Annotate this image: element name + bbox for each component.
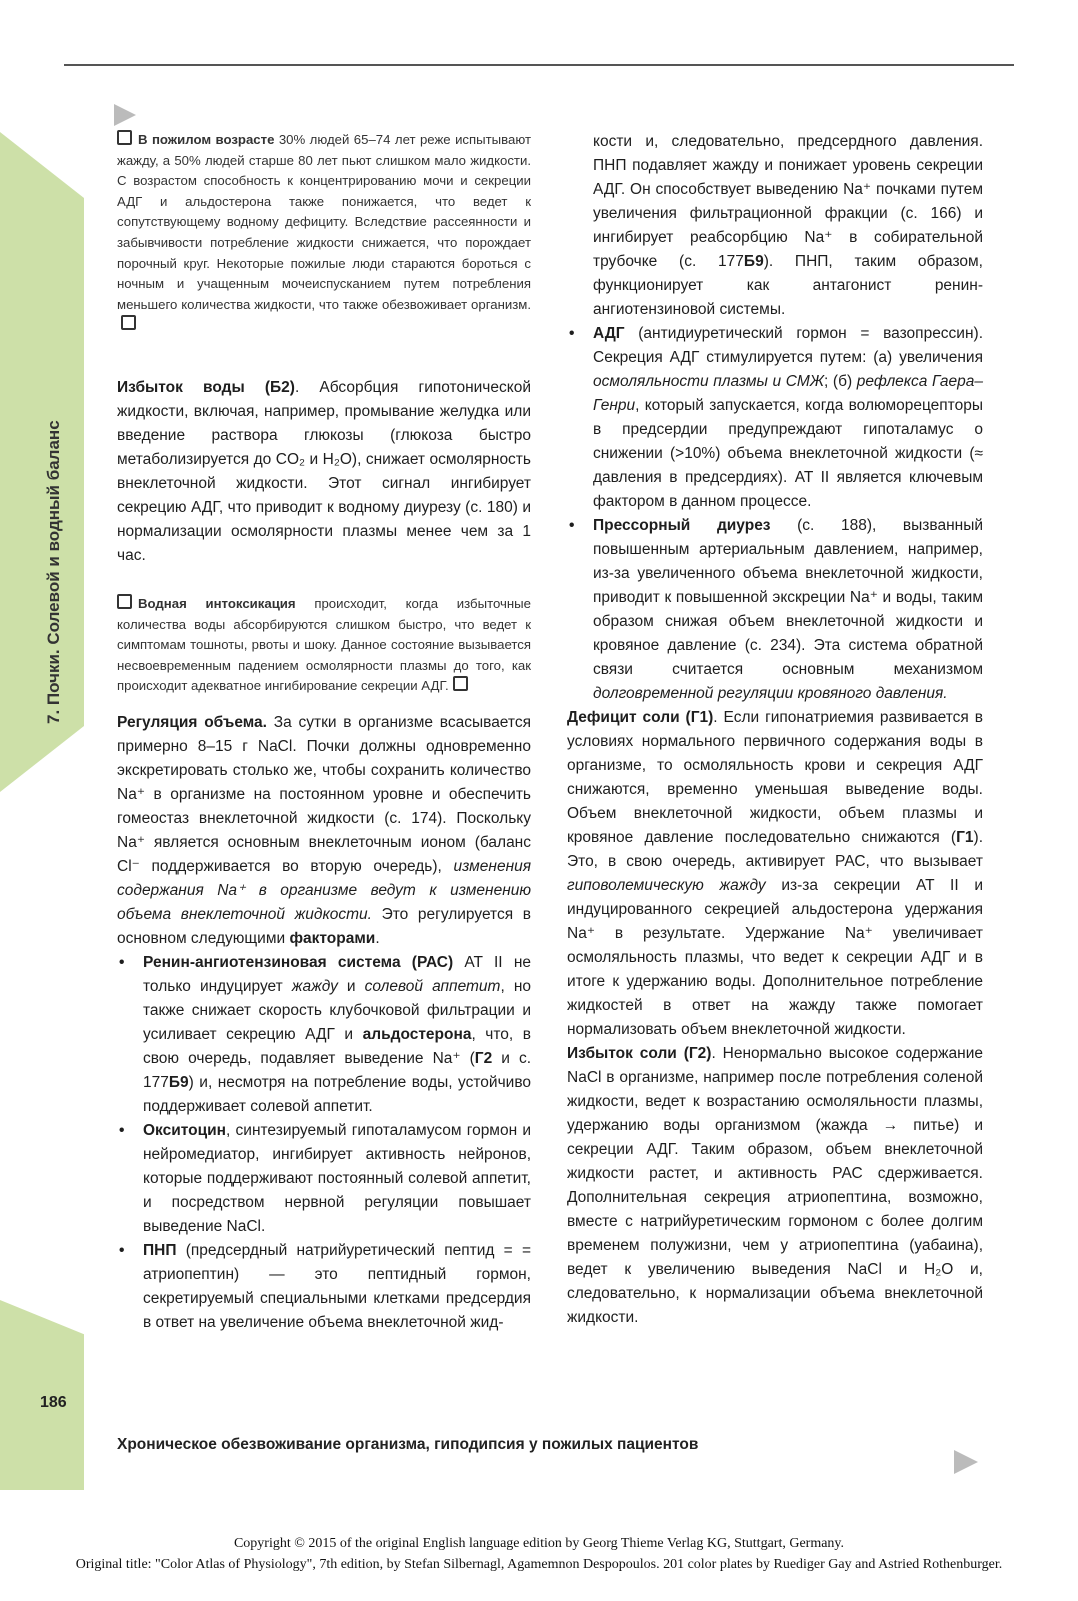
salt-deficit-text: . Если гипонатриемия развивается в условиях нормального первичного содержания воды в организме, то осмоляльность крови и секреция АДГ снижаются, временно уменьшая выведение воды. Объем внеклеточной жидкости, объем плазмы и кровяное давление последовательно снижаются ( <box>567 709 983 846</box>
salt-deficit-paragraph <box>567 706 983 1042</box>
salt-excess-lead: Избыток соли <box>567 1045 677 1062</box>
water-excess-ref: (Б2) <box>244 378 295 396</box>
salt-deficit-text: из-за секреции AT II и индуцированного секрецией альдостерона удержания Na⁺ в результате. Удержание Na⁺ увеличивает осмоляльность плазмы, что ведет к секреции АДГ и в итоге к удержанию воды. Дополнительное потребление жидкостей в ответ на жажду также помогает нормализовать объем внеклеточной жидкости. <box>567 877 984 1038</box>
right-column <box>567 130 983 1330</box>
pnp-cont-text: ). ПНП, таким образом, функционирует как антагонист ренин-ангиотензиновой системы. <box>593 253 983 318</box>
volume-regulation-paragraph <box>117 711 531 951</box>
page-number: 186 <box>40 1394 67 1411</box>
footer-title: Хроническое обезвоживание организма, гиподипсия у пожилых пациентов <box>117 1436 699 1453</box>
volume-text-2: Это регулируется в основном следующими <box>117 905 531 947</box>
water-excess-lead: Избыток воды <box>117 378 245 396</box>
elderly-lead: В пожилом возрасте <box>138 132 275 147</box>
left-column <box>117 130 531 1335</box>
list-item <box>567 514 983 706</box>
checkbox-square-icon <box>117 594 132 609</box>
factors-list-continued <box>567 322 983 706</box>
copyright-notice <box>0 1533 1078 1575</box>
continue-arrow-icon <box>114 104 136 126</box>
adh-italic: осмоляльности плазмы и СМЖ <box>593 373 824 390</box>
raas-lead: Ренин-ангиотензиновая система (РАС) <box>143 953 454 971</box>
adh-lead: АДГ <box>593 325 625 342</box>
adh-text: (антидиуретический гормон = вазопрессин). Секреция АДГ стимулируется путем: (а) увеличения <box>593 325 983 366</box>
adh-text: , который запускается, когда волюморецепторы в предсердии предупреждают гипоталамус о снижении (>10%) объема внеклеточной жидкости (≈ давления в предсердиях). AT II является ключевым фактором в данном процессе. <box>593 397 983 510</box>
adh-text: ; (б) <box>823 373 857 390</box>
volume-dot: . <box>375 929 380 947</box>
volume-text-1: За сутки в организме всасывается примерно 8–15 г NaCl. Почки должны одновременно экскретировать столько же, чтобы сохранить количество Na⁺ в организме на постоянном уровне и обеспечить гомеостаз внеклеточной жидкости (с. 174). Поскольку Na⁺ является основным внеклеточным ионом (баланс Cl⁻ поддерживается во вторую очередь), <box>117 713 531 875</box>
oxytocin-text: , синтезируемый гипоталамусом гормон и нейромедиатор, ингибирует активность нейронов, которые поддерживают постоянный солевой аппетит, и посредством нервной регуляции повышает выведение NaCl. <box>143 1121 531 1235</box>
raas-text: ) и, несмотря на потребление воды, устойчиво поддерживает солевой аппетит. <box>143 1073 531 1115</box>
pnp-continuation <box>567 130 983 322</box>
raas-ref: Б9 <box>168 1073 189 1091</box>
raas-ref: Г2 <box>474 1049 493 1067</box>
next-arrow-icon[interactable] <box>954 1450 978 1474</box>
elderly-text: 30% людей 65–74 лет реже испытывают жажду, а 50% людей старше 80 лет пьют слишком мало жидкости. С возрастом способность к концентрированию мочи и секреции АДГ и альдостерона также понижается, что ведет к сопутствующему водному дефициту. Вследствие рассеянности и забывчивости потребление жидкости снижается, что порождает порочный круг. Некоторые пожилые люди стараются бороться с ночным и учащенным мочеиспусканием путем потребления меньшего количества жидкости, что также обезвоживает организм. <box>117 132 531 312</box>
intoxication-lead: Водная интоксикация <box>138 595 296 611</box>
intoxication-note <box>117 594 531 697</box>
pnp-lead: ПНП <box>143 1241 177 1259</box>
pressure-lead: Прессорный диурез <box>593 517 771 534</box>
copyright-line: Copyright © 2015 of the original English language edition by Georg Thieme Verlag KG, Stuttgart, Germany. <box>233 1536 845 1551</box>
checkbox-square-icon <box>117 130 132 145</box>
raas-text: AT II не только индуцирует <box>143 953 532 995</box>
raas-text: , но также снижает скорость клубочковой фильтрации и усиливает секрецию АДГ и <box>143 977 532 1043</box>
raas-italic: жажду <box>291 977 338 995</box>
pressure-text: (с. 188), вызванный повышенным артериальным давлением, например, из-за увеличенного объема внеклеточной жидкости, приводит к повышенной экскреции Na⁺ и воды, таким образом снижая объем внеклеточной жидкости и кровяное давление (с. 234). Эта система обратной связи считается основным механизмом <box>593 517 983 678</box>
top-rule <box>64 64 1014 66</box>
elderly-note <box>117 130 531 336</box>
water-excess-text: . Абсорбция гипотонической жидкости, включая, например, промывание желудка или введение раствора глюкозы (глюкоза быстро метаболизируется до CO₂ и H₂O), снижает осмолярность внеклеточной жидкости. Этот сигнал ингибирует секрецию АДГ, что приводит к водному диурезу (с. 180) и нормализации осмолярности плазмы менее чем за 1 час. <box>117 378 531 564</box>
water-excess-paragraph <box>117 376 531 568</box>
salt-excess-text: . Ненормально высокое содержание NaCl в организме, например после потребления соленой жидкости, ведет к возрастанию осмоляльности плазмы, удержанию воды организмом (жажда → питье) и секреции АДГ. Таким образом, объем внеклеточной жидкости растет, и активность РАС сдерживается. Дополнительная секреция атриопептина, возможно, вместе с натрийуретическим гормоном с более долгим временем полужизни, чем у атриопептина (уабаина), ведет к увеличению выведения NaCl и H₂O и, следовательно, к нормализации объема внеклеточной жидкости. <box>567 1045 983 1326</box>
salt-deficit-ref: (Г1) <box>679 709 714 726</box>
list-item <box>117 1239 531 1335</box>
salt-excess-ref: (Г2) <box>676 1045 712 1062</box>
raas-text: и с. 177 <box>143 1049 532 1091</box>
salt-deficit-text: ). Это, в свою очередь, активирует РАС, что вызывает <box>567 829 983 870</box>
chapter-title: 7. Почки. Солевой и водный баланс <box>44 420 63 724</box>
list-item <box>117 1119 531 1239</box>
copyright-line: Original title: "Color Atlas of Physiology", 7th edition, by Stefan Silbernagl, Agamemnon Despopoulos. 201 color plates by Ruediger Gay and Astried Rothenburger. <box>75 1557 1003 1572</box>
raas-text: и <box>337 977 365 995</box>
checkbox-square-icon <box>121 315 136 330</box>
raas-italic: солевой аппетит <box>364 977 501 995</box>
list-item <box>567 322 983 514</box>
raas-text: , что, в свою очередь, подавляет выведение Na⁺ ( <box>143 1025 531 1067</box>
salt-deficit-lead: Дефицит соли <box>567 709 680 726</box>
chapter-tab <box>0 132 84 792</box>
volume-lead: Регуляция объема. <box>117 713 267 731</box>
factors-list <box>117 951 531 1335</box>
list-item <box>117 951 531 1119</box>
raas-bold: альдостерона <box>362 1025 472 1043</box>
oxytocin-lead: Окситоцин <box>143 1121 227 1139</box>
salt-excess-paragraph <box>567 1042 983 1330</box>
pressure-italic: долговременной регуляции кровяного давления. <box>593 685 948 702</box>
volume-italic: изменения содержания Na⁺ в организме ведут к изменению объема внеклеточной жидкости. <box>117 857 531 923</box>
adh-italic: рефлекса Гаера–Генри <box>593 373 983 414</box>
salt-deficit-italic: гиповолемическую жажду <box>567 877 766 894</box>
pnp-text: (предсердный натрийуретический пептид = = атриопептин) — это пептидный гормон, секретируемый специальными клетками предсердия в ответ на увеличение объема внеклеточной жид- <box>143 1241 531 1331</box>
salt-deficit-ref: Г1 <box>956 829 974 846</box>
checkbox-square-icon <box>453 676 468 691</box>
volume-factors: факторами <box>289 929 376 947</box>
pnp-cont-text: кости и, следовательно, предсердного давления. ПНП подавляет жажду и понижает уровень секреции АДГ. Он способствует выведению Na⁺ почками путем увеличения фильтрационной фракции (с. 166) и ингибирует реабсорбцию Na⁺ в собирательной трубочке (с. 177 <box>593 133 983 270</box>
intoxication-text: происходит, когда избыточные количества воды абсорбируются слишком быстро, что ведет к симптомам тошноты, рвоты и шоку. Данное состояние вызывается несвоевременным падением осмолярности плазмы до того, как происходит адекватное ингибирование секреции АДГ. <box>117 595 531 694</box>
pnp-cont-ref: Б9 <box>743 253 764 270</box>
